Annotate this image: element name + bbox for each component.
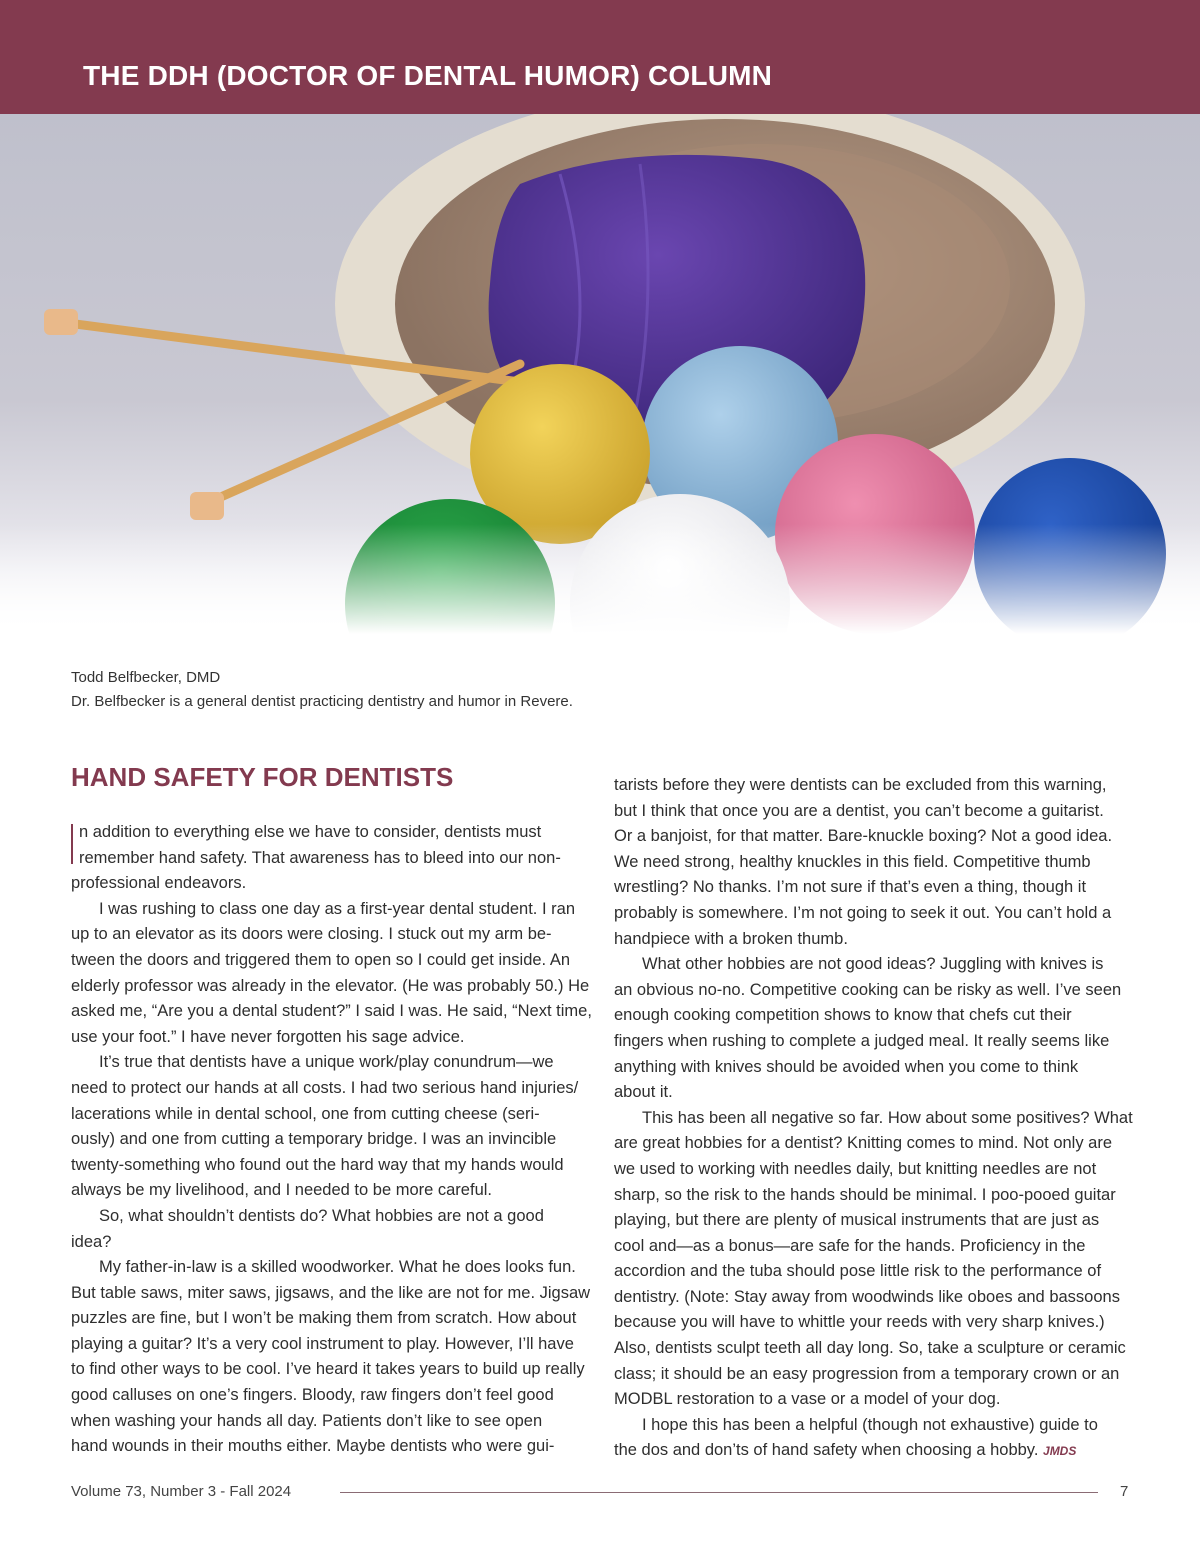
article-line: anything with knives should be avoided when you come to think [614,1057,1079,1076]
article-line: I was rushing to class one day as a first-year dental student. I ran [99,899,575,918]
issue-info: Volume 73, Number 3 - Fall 2024 [71,1483,292,1500]
author-bio: Dr. Belfbecker is a general dentist practicing dentistry and humor in Revere. [71,693,573,710]
article-line: It’s true that dentists have a unique work/play conundrum—we [99,1053,554,1072]
article-line: are great hobbies for a dentist? Knitting comes to mind. Not only are [614,1134,1113,1153]
article-line: What other hobbies are not good ideas? Juggling with knives is [642,955,1104,974]
article-column-left [71,820,591,1460]
article-line: puzzles are fine, but I won’t be making them from scratch. How about [71,1309,577,1328]
article-line: asked me, “Are you a dental student?” I said I was. He said, “Next time, [71,1002,592,1021]
article-column-right [614,773,1134,1465]
article-line: use your foot.” I have never forgotten his sage advice. [71,1027,465,1046]
article-line: up to an elevator as its doors were closing. I stuck out my arm be- [71,925,552,944]
article-line: But table saws, miter saws, jigsaws, and the like are not for me. Jigsaw [71,1283,591,1302]
article-line: wrestling? No thanks. I’m not sure if that’s even a thing, though it [614,878,1087,897]
article-line: fingers when rushing to complete a judged meal. It really seems like [614,1031,1110,1050]
article-line: but I think that once you are a dentist, you can’t become a guitarist. [614,801,1104,820]
author-name: Todd Belfbecker, DMD [71,669,221,686]
header-band [0,0,1200,114]
article-line: handpiece with a broken thumb. [614,929,848,948]
article-line: elderly professor was already in the elevator. (He was probably 50.) He [71,976,590,995]
article-line: tarists before they were dentists can be excluded from this warning, [614,776,1107,794]
article-line: hand wounds in their mouths either. Maybe dentists who were gui- [71,1437,555,1456]
footer-divider [340,1492,1098,1493]
article-line: MODBL restoration to a vase or a model of your dog. [614,1390,1001,1409]
article-line: Also, dentists sculpt teeth all day long. So, take a sculpture or ceramic [614,1339,1126,1358]
article-line: an obvious no-no. Competitive cooking can be risky as well. I’ve seen [614,980,1122,999]
page-number: 7 [1120,1483,1129,1500]
article-line: lacerations while in dental school, one from cutting cheese (seri- [71,1104,540,1123]
yarn-basket-photo [0,114,1200,634]
article-line: cool and—as a bonus—are safe for the hands. Proficiency in the [614,1236,1086,1255]
author-info [71,666,573,714]
article-line: accordion and the tuba should pose little risk to the performance of [614,1262,1102,1281]
article-line: remember hand safety. That awareness has to bleed into our non- [79,848,561,867]
article-line: This has been all negative so far. How about some positives? What [642,1108,1133,1127]
article-line: We need strong, healthy knuckles in this field. Competitive thumb [614,852,1091,871]
article-line: always be my livelihood, and I needed to be more careful. [71,1181,492,1200]
article-line: twenty-something who found out the hard way that my hands would [71,1155,564,1174]
article-line: ously) and one from cutting a temporary bridge. I was an invincible [71,1130,557,1149]
article-line: sharp, so the risk to the hands should be minimal. I poo-pooed guitar [614,1185,1116,1204]
article-line: n addition to everything else we have to consider, dentists must [71,820,591,846]
article-line: probably is somewhere. I’m not going to seek it out. You can’t hold a [614,903,1112,922]
article-line: tween the doors and triggered them to open so I could get inside. An [71,950,570,969]
article-line: good calluses on one’s fingers. Bloody, raw fingers don’t feel good [71,1386,554,1405]
article-line: class; it should be an easy progression from a temporary crown or an [614,1364,1120,1383]
article-line: My father-in-law is a skilled woodworker. What he does looks fun. [99,1258,576,1277]
journal-end-mark: JMDS [1043,1444,1077,1459]
article-line: enough cooking competition shows to know that chefs cut their [614,1006,1072,1025]
article-line: professional endeavors. [71,874,247,893]
article-line: when washing your hands all day. Patients don’t like to see open [71,1411,543,1430]
article-line: So, what shouldn’t dentists do? What hobbies are not a good [99,1206,544,1225]
article-line: need to protect our hands at all costs. I had two serious hand injuries/ [71,1078,579,1097]
article-line: we used to working with needles daily, but knitting needles are not [614,1159,1097,1178]
article-line: dentistry. (Note: Stay away from woodwinds like oboes and bassoons [614,1287,1120,1306]
article-line: the dos and don’ts of hand safety when choosing a hobby. JMDS [614,1441,1077,1460]
column-title: THE DDH (DOCTOR OF DENTAL HUMOR) COLUMN [83,60,773,91]
article-line: I hope this has been a helpful (though not exhaustive) guide to [642,1415,1098,1434]
article-line: about it. [614,1083,673,1102]
article-line: Or a banjoist, for that matter. Bare-knuckle boxing? Not a good idea. [614,827,1113,846]
dropcap [71,824,73,864]
article-line: idea? [71,1232,112,1251]
article-line: playing, but there are plenty of musical instruments that are just as [614,1211,1100,1230]
article-title: HAND SAFETY FOR DENTISTS [71,762,454,792]
article-line: because you will have to whittle your reeds with very sharp knives.) [614,1313,1105,1332]
article-line: to find other ways to be cool. I’ve heard it takes years to build up really [71,1360,585,1379]
article-line: playing a guitar? It’s a very cool instrument to play. However, I’ll have [71,1334,574,1353]
